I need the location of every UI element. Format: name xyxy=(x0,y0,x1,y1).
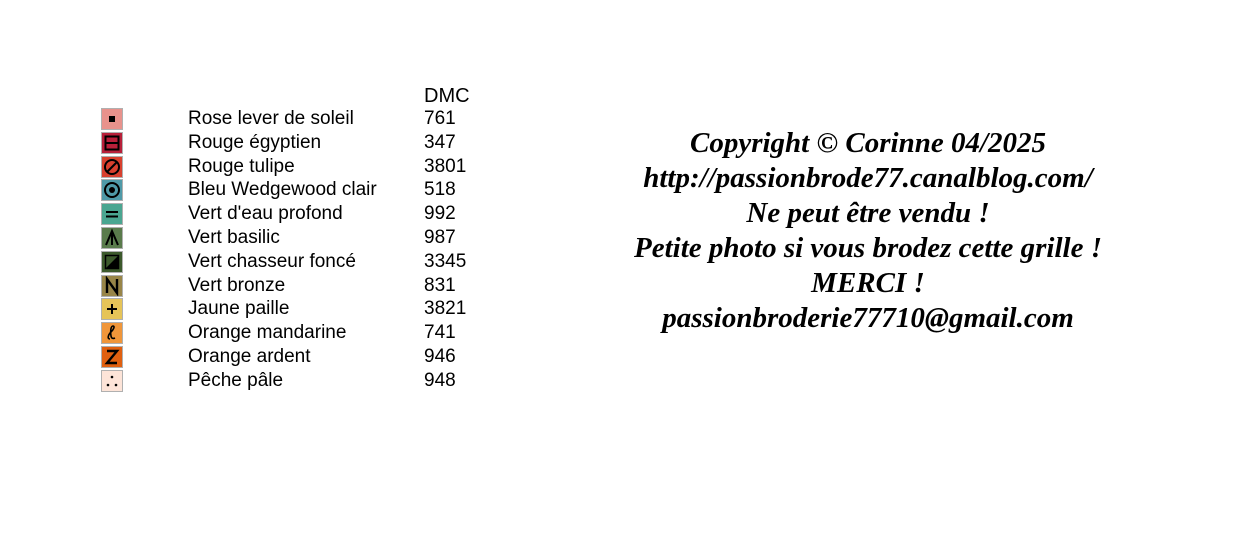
dmc-code: 347 xyxy=(424,131,456,153)
blog-url: http://passionbrode77.canalblog.com/ xyxy=(643,162,1093,194)
slashed-circle-icon xyxy=(102,157,122,177)
color-name: Vert d'eau profond xyxy=(188,203,343,225)
dmc-code: 992 xyxy=(424,203,456,225)
color-name: Pêche pâle xyxy=(188,369,284,391)
dmc-code: 741 xyxy=(424,322,456,344)
color-swatch xyxy=(101,156,123,178)
script-l-icon xyxy=(102,323,122,343)
color-name: Jaune paille xyxy=(188,298,290,320)
legend-row xyxy=(0,346,600,370)
half-triangle-icon xyxy=(102,252,122,272)
legend-row xyxy=(0,251,600,275)
color-name: Orange ardent xyxy=(188,346,311,367)
color-name: Orange mandarine xyxy=(188,322,347,344)
dmc-code: 3821 xyxy=(424,298,467,320)
color-name: Vert basilic xyxy=(188,227,280,248)
filled-square-icon xyxy=(102,109,122,129)
dmc-code: 946 xyxy=(424,346,456,367)
copyright-line: Copyright © Corinne 04/2025 xyxy=(689,127,1047,159)
color-swatch xyxy=(101,108,123,130)
dmc-code: 518 xyxy=(424,179,456,201)
contact-email: passionbroderie77710@gmail.com xyxy=(662,302,1074,334)
legend-row xyxy=(0,156,600,180)
color-swatch xyxy=(101,203,123,225)
dmc-code: 3345 xyxy=(424,250,467,272)
color-swatch xyxy=(101,275,123,297)
boxed-line-icon xyxy=(102,133,122,153)
dmc-code: 948 xyxy=(424,369,456,391)
color-swatch xyxy=(101,298,123,320)
legend-row xyxy=(0,298,600,322)
dmc-code: 3801 xyxy=(424,155,467,177)
color-swatch xyxy=(101,322,123,344)
color-name: Vert bronze xyxy=(188,274,286,296)
color-swatch xyxy=(101,251,123,273)
dmc-code: 987 xyxy=(424,227,456,248)
double-line-icon xyxy=(102,204,122,224)
color-name: Rose lever de soleil xyxy=(188,108,354,129)
legend-row xyxy=(0,203,600,227)
color-name: Rouge tulipe xyxy=(188,155,295,177)
legend-row xyxy=(0,108,600,132)
legend-row xyxy=(0,132,600,156)
copyright-block xyxy=(600,126,1136,336)
thread-legend xyxy=(0,0,600,534)
legend-row xyxy=(0,275,600,299)
legend-row xyxy=(0,322,600,346)
color-swatch xyxy=(101,227,123,249)
color-swatch xyxy=(101,132,123,154)
dots-icon xyxy=(102,371,122,391)
target-circle-icon xyxy=(102,180,122,200)
color-name: Rouge égyptien xyxy=(188,131,322,153)
thanks-text: MERCI ! xyxy=(811,267,925,299)
color-name: Vert chasseur foncé xyxy=(188,250,356,272)
legend-row xyxy=(0,179,600,203)
dmc-code: 761 xyxy=(424,108,456,129)
letter-z-icon xyxy=(102,347,122,367)
not-for-sale-notice: Ne peut être vendu ! xyxy=(746,197,990,229)
dmc-column-header: DMC xyxy=(424,85,470,107)
legend-row xyxy=(0,370,600,394)
letter-n-icon xyxy=(102,276,122,296)
dmc-code: 831 xyxy=(424,274,456,296)
color-swatch xyxy=(101,346,123,368)
arrow-up-icon xyxy=(102,228,122,248)
photo-request: Petite photo si vous brodez cette grille ! xyxy=(634,232,1102,264)
legend-row xyxy=(0,227,600,251)
color-swatch xyxy=(101,370,123,392)
color-name: Bleu Wedgewood clair xyxy=(188,179,377,201)
color-swatch xyxy=(101,179,123,201)
plus-icon xyxy=(102,299,122,319)
